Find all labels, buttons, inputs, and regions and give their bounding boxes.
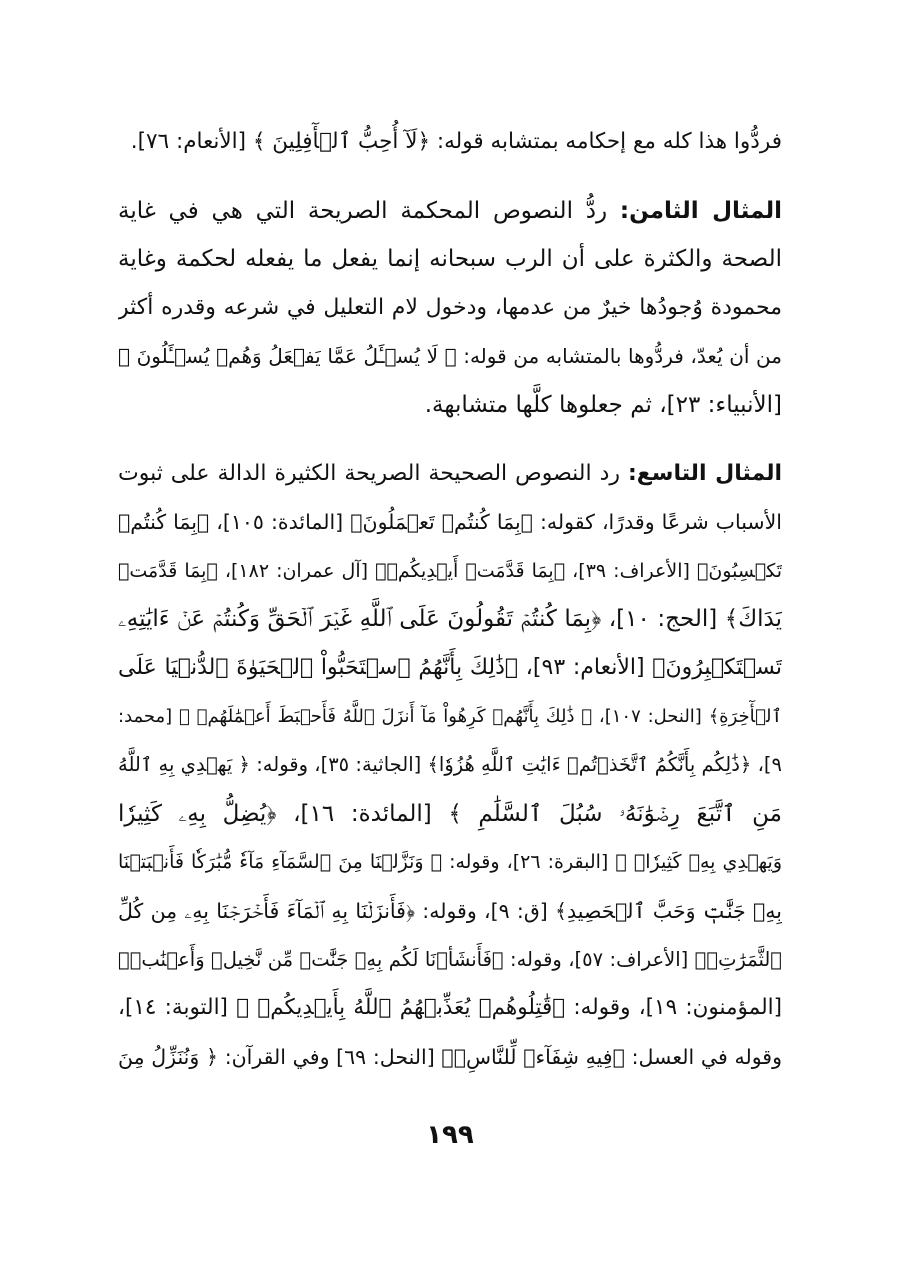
section-heading: المثال الثامن:: [619, 197, 782, 224]
text-line: مَنِ ٱتَّبَعَ رِضۡوَٰنَهُۥ سُبُلَ ٱلسَّلَٰمِ ﴾ [المائدة: ١٦]، ﴿يُضِلُّ بِهِۦ كَثِيرٗا: [118, 800, 782, 827]
text-line: [118, 450, 782, 499]
section-heading: المثال التاسع:: [627, 460, 782, 486]
text-line: ٱلثَّمَرَٰتِۚ﴾ [الأعراف: ٥٧]، وقوله: ﴿فَأَنشَأۡنَا لَكُم بِهِۦ جَنَّٰتٖ مِّن نَّخِيلٖ وَأَعۡنَٰبٖ﴾: [118, 947, 782, 971]
paragraph-gap: [118, 167, 782, 187]
text-run: رد النصوص الصحيحة الصريحة الكثيرة الدالة على ثبوت: [118, 460, 621, 486]
text-line: وقوله في العسل: ﴿فِيهِ شِفَآءٞ لِّلنَّاسِۚ﴾ [النحل: ٦٩] وفي القرآن: ﴿ وَنُنَزِّلُ مِنَ: [118, 1044, 782, 1069]
text-line: فردُّوا هذا كله مع إحكامه بمتشابه قوله: ﴿لَآ أُحِبُّ ٱلۡأٓفِلِينَ ﴾ [الأنعام: ٧٦].: [130, 129, 782, 154]
text-line: [118, 187, 782, 236]
text-run: ردُّ النصوص المحكمة الصريحة التي هي في غاية: [118, 197, 608, 224]
text-line: يَدَاكَ﴾ [الحج: ١٠]، ﴿بِمَا كُنتُمۡ تَقُولُونَ عَلَى ٱللَّهِ غَيۡرَ ٱلۡحَقِّ وَكُنتُمۡ عَنۡ ءَايَٰتِهِۦ: [118, 606, 782, 633]
text-line: الأسباب شرعًا وقدرًا، كقوله: ﴿بِمَا كُنتُمۡ تَعۡمَلُونَ﴾ [المائدة: ١٠٥]، ﴿بِمَا كُنتُمۡ: [118, 510, 782, 535]
text-line: تَسۡتَكۡبِرُونَ﴾ [الأنعام: ٩٣]، ﴿ذَٰلِكَ بِأَنَّهُمُ ٱسۡتَحَبُّواْ ٱلۡحَيَوٰةَ ٱلدُّنۡيَا عَلَى: [118, 654, 782, 680]
text-line: ٩]، ﴿ذَٰلِكُم بِأَنَّكُمُ ٱتَّخَذۡتُمۡ ءَايَٰتِ ٱللَّهِ هُزُوٗا﴾ [الجاثية: ٣٥]، وقوله: ﴿ يَهۡدِي بِهِ ٱللَّهُ: [118, 753, 782, 777]
text-line: [المؤمنون: ١٩]، وقوله: ﴿قَٰتِلُوهُمۡ يُعَذِّبۡهُمُ ٱللَّهُ بِأَيۡدِيكُمۡ ﴾ [التوبة: ١٤]،: [118, 995, 782, 1021]
paragraph: [118, 187, 782, 430]
paragraph-gap: [118, 430, 782, 450]
text-line: بِهِۦ جَنَّٰتٖ وَحَبَّ ٱلۡحَصِيدِ﴾ [ق: ٩]، وقوله: ﴿فَأَنزَلۡنَا بِهِ ٱلۡمَآءَ فَأَخۡرَجۡنَا بِهِۦ مِن كُلِّ: [118, 898, 782, 923]
page-body: [118, 118, 782, 1081]
text-line: الصحة والكثرة على أن الرب سبحانه إنما يفعل ما يفعله لحكمة وغاية: [118, 246, 782, 273]
text-line: تَكۡسِبُونَ﴾ [الأعراف: ٣٩]، ﴿بِمَا قَدَّمَتۡ أَيۡدِيكُمۡ﴾ [آل عمران: ١٨٢]، ﴿بِمَا قَدَّمَتۡ: [118, 559, 782, 582]
text-line: [الأنبياء: ٢٣]، ثم جعلوها كلَّها متشابهة.: [424, 391, 782, 418]
page-number: ١٩٩: [426, 1120, 474, 1150]
text-line: محمودة وُجودُها خيرٌ من عدمها، ودخول لام التعليل في شرعه وقدره أكثر: [118, 294, 782, 320]
paragraph: [118, 118, 782, 167]
text-line: ٱلۡأٓخِرَةِ﴾ [النحل: ١٠٧]، ﴿ ذَٰلِكَ بِأَنَّهُمۡ كَرِهُواْ مَآ أَنزَلَ ٱللَّهُ فَأَحۡبَطَ أَعۡمَٰلَهُمۡ ﴾ [محمد:: [118, 705, 782, 727]
text-line: من أن يُعدّ، فردُّوها بالمتشابه من قوله: ﴿ لَا يُسۡـَٔلُ عَمَّا يَفۡعَلُ وَهُمۡ يُسۡـَٔلُونَ ﴾: [118, 344, 782, 369]
text-line: وَيَهۡدِي بِهِۦ كَثِيرٗاۚ ﴾ [البقرة: ٢٦]، وقوله: ﴿ وَنَزَّلۡنَا مِنَ ٱلسَّمَآءِ مَآءٗ مُّبَٰرَكٗا فَأَنۢبَتۡنَا: [118, 851, 782, 874]
paragraph: [118, 450, 782, 1082]
